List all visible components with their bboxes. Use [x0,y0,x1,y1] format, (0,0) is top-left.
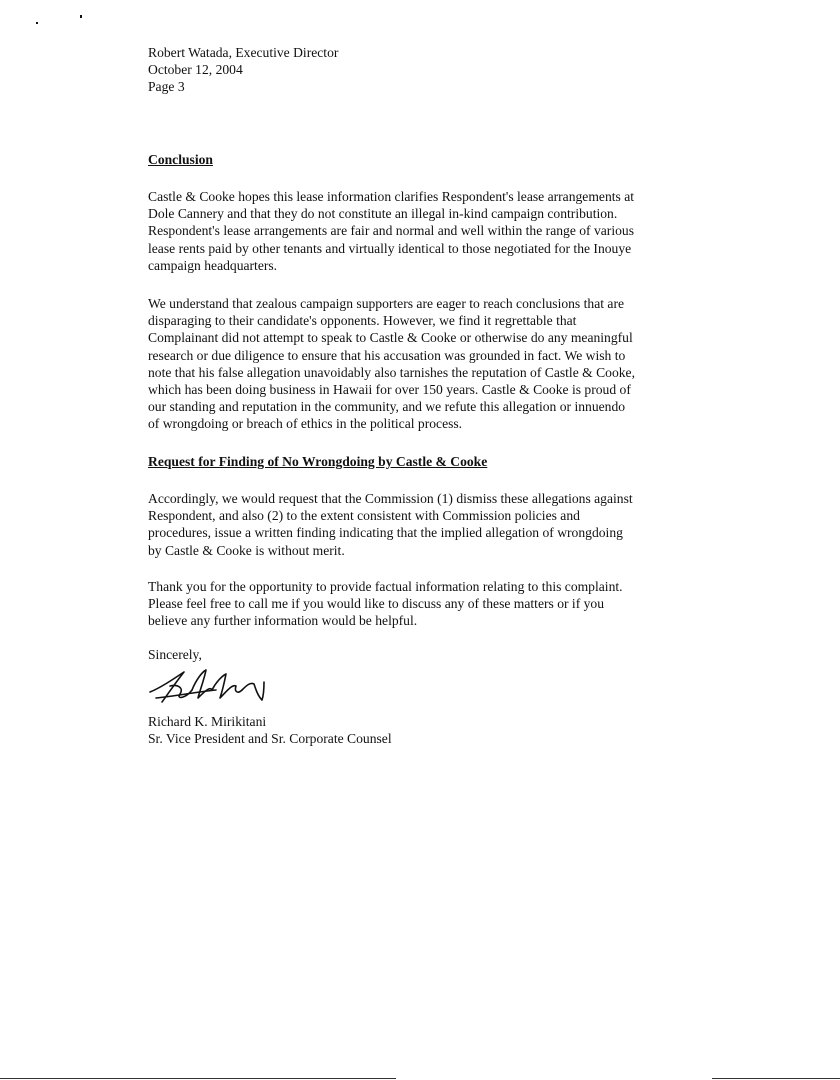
text-line: Dole Cannery and that they do not constitute an illegal in-kind campaign contribution. [148,206,618,222]
signer-name: Richard K. Mirikitani [148,714,267,729]
conclusion-paragraph-2 [148,295,708,433]
text-line: We understand that zealous campaign supporters are eager to reach conclusions that are [148,296,624,311]
text-line: Castle & Cooke hopes this lease information clarifies Respondent's lease arrangements at [148,189,635,204]
text-line: Complainant did not attempt to speak to Castle & Cooke or otherwise do any meaningful [148,330,633,346]
text-line: disparaging to their candidate's opponents. However, we find it regrettable that [148,313,577,329]
text-line: Please feel free to call me if you would like to discuss any of these matters or if you [148,596,605,612]
page-number: Page 3 [148,79,185,95]
date-line: October 12, 2004 [148,62,243,78]
text-line: which has been doing business in Hawaii for over 150 years. Castle & Cooke is proud of [148,382,631,398]
text-line: Respondent's lease arrangements are fair and normal and well within the range of various [148,223,634,239]
scan-edge-left [0,1078,396,1079]
handwritten-signature [146,662,276,713]
text-line: research or due diligence to ensure that his accusation was grounded in fact. We wish to [148,347,626,363]
text-line: Thank you for the opportunity to provide factual information relating to this complaint. [148,579,623,594]
text-line: note that his false allegation unavoidably also tarnishes the reputation of Castle & Cooke, [148,364,635,380]
salutation: Sincerely, [148,647,202,662]
request-paragraph-2 [148,578,708,630]
text-line: our standing and reputation in the community, and we refute this allegation or innuendo [148,399,626,415]
signer-block [148,713,392,747]
text-line: campaign headquarters. [148,257,278,273]
text-line: of wrongdoing or breach of ethics in the political process. [148,416,463,432]
request-paragraph-1 [148,490,708,559]
request-heading: Request for Finding of No Wrongdoing by Castle & Cooke [148,454,488,469]
text-line: lease rents paid by other tenants and virtually identical to those negotiated for the Inouye [148,240,632,256]
text-line: Respondent, and also (2) to the extent consistent with Commission policies and [148,508,580,524]
scan-edge-right [712,1078,840,1079]
text-line: believe any further information would be helpful. [148,613,418,629]
conclusion-heading: Conclusion [148,152,213,167]
recipient-line: Robert Watada, Executive Director [148,45,339,60]
text-line: procedures, issue a written finding indicating that the implied allegation of wrongdoing [148,525,623,541]
text-line: by Castle & Cooke is without merit. [148,542,345,558]
text-line: Accordingly, we would request that the Commission (1) dismiss these allegations against [148,491,633,506]
letter-header [148,44,338,96]
signer-title: Sr. Vice President and Sr. Corporate Counsel [148,731,392,747]
conclusion-paragraph-1 [148,188,708,274]
